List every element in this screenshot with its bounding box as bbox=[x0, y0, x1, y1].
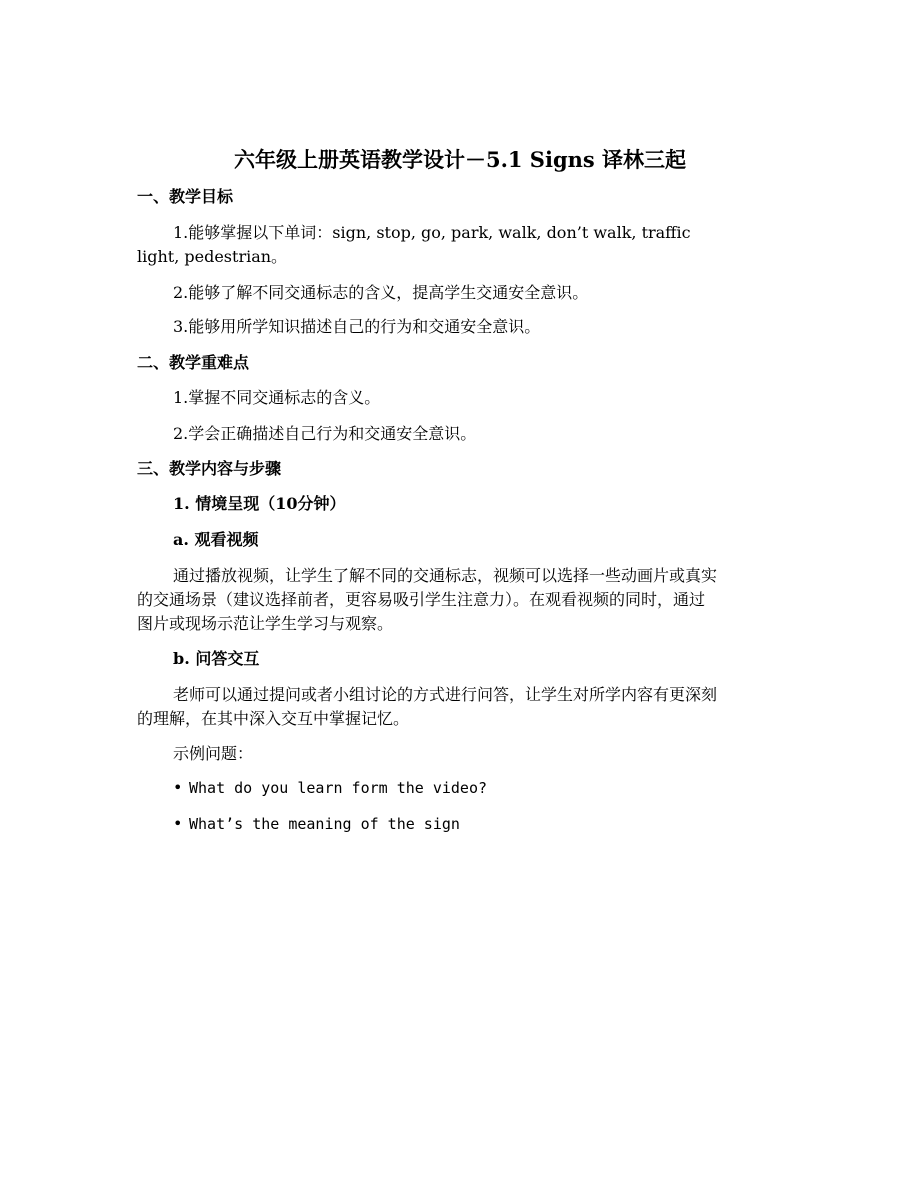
paragraph-qa-line-1: 老师可以通过提问或者小组讨论的方式进行问答，让学生对所学内容有更深刻 bbox=[173, 685, 718, 704]
bullet-icon: • bbox=[173, 814, 183, 833]
example-question-text: What do you learn form the video? bbox=[189, 779, 488, 797]
objective-item-1-continued: light, pedestrian。 bbox=[137, 247, 288, 266]
objective-item-3: 3.能够用所学知识描述自己的行为和交通安全意识。 bbox=[173, 317, 541, 336]
sub-heading-watch-video: a. 观看视频 bbox=[173, 530, 259, 549]
paragraph-video-line-3: 图片或现场示范让学生学习与观察。 bbox=[137, 614, 394, 633]
section-heading-key-points: 二、教学重难点 bbox=[137, 353, 250, 372]
sub-heading-qa-interaction: b. 问答交互 bbox=[173, 649, 260, 668]
bullet-icon: • bbox=[173, 778, 183, 797]
examples-label: 示例问题： bbox=[173, 744, 254, 763]
example-question-2 bbox=[173, 812, 787, 836]
objective-item-1: 1.能够掌握以下单词：sign, stop, go, park, walk, don’t walk, traffic bbox=[173, 223, 691, 242]
example-question-text: What’s the meaning of the sign bbox=[189, 815, 460, 833]
step-heading-situation: 1. 情境呈现（10分钟） bbox=[173, 494, 346, 513]
section-heading-objectives: 一、教学目标 bbox=[137, 187, 234, 206]
document-title: 六年级上册英语教学设计－5.1 Signs 译林三起 bbox=[233, 147, 687, 172]
section-heading-content-steps: 三、教学内容与步骤 bbox=[137, 459, 282, 478]
objective-item-2: 2.能够了解不同交通标志的含义，提高学生交通安全意识。 bbox=[173, 283, 589, 302]
example-question-1 bbox=[173, 776, 787, 800]
key-point-item-2: 2.学会正确描述自己行为和交通安全意识。 bbox=[173, 424, 477, 443]
paragraph-video-line-2: 的交通场景（建议选择前者，更容易吸引学生注意力）。在观看视频的同时，通过 bbox=[137, 590, 706, 609]
paragraph-qa-line-2: 的理解，在其中深入交互中掌握记忆。 bbox=[137, 709, 410, 728]
paragraph-video-line-1: 通过播放视频，让学生了解不同的交通标志，视频可以选择一些动画片或真实 bbox=[173, 566, 718, 585]
key-point-item-1: 1.掌握不同交通标志的含义。 bbox=[173, 388, 381, 407]
